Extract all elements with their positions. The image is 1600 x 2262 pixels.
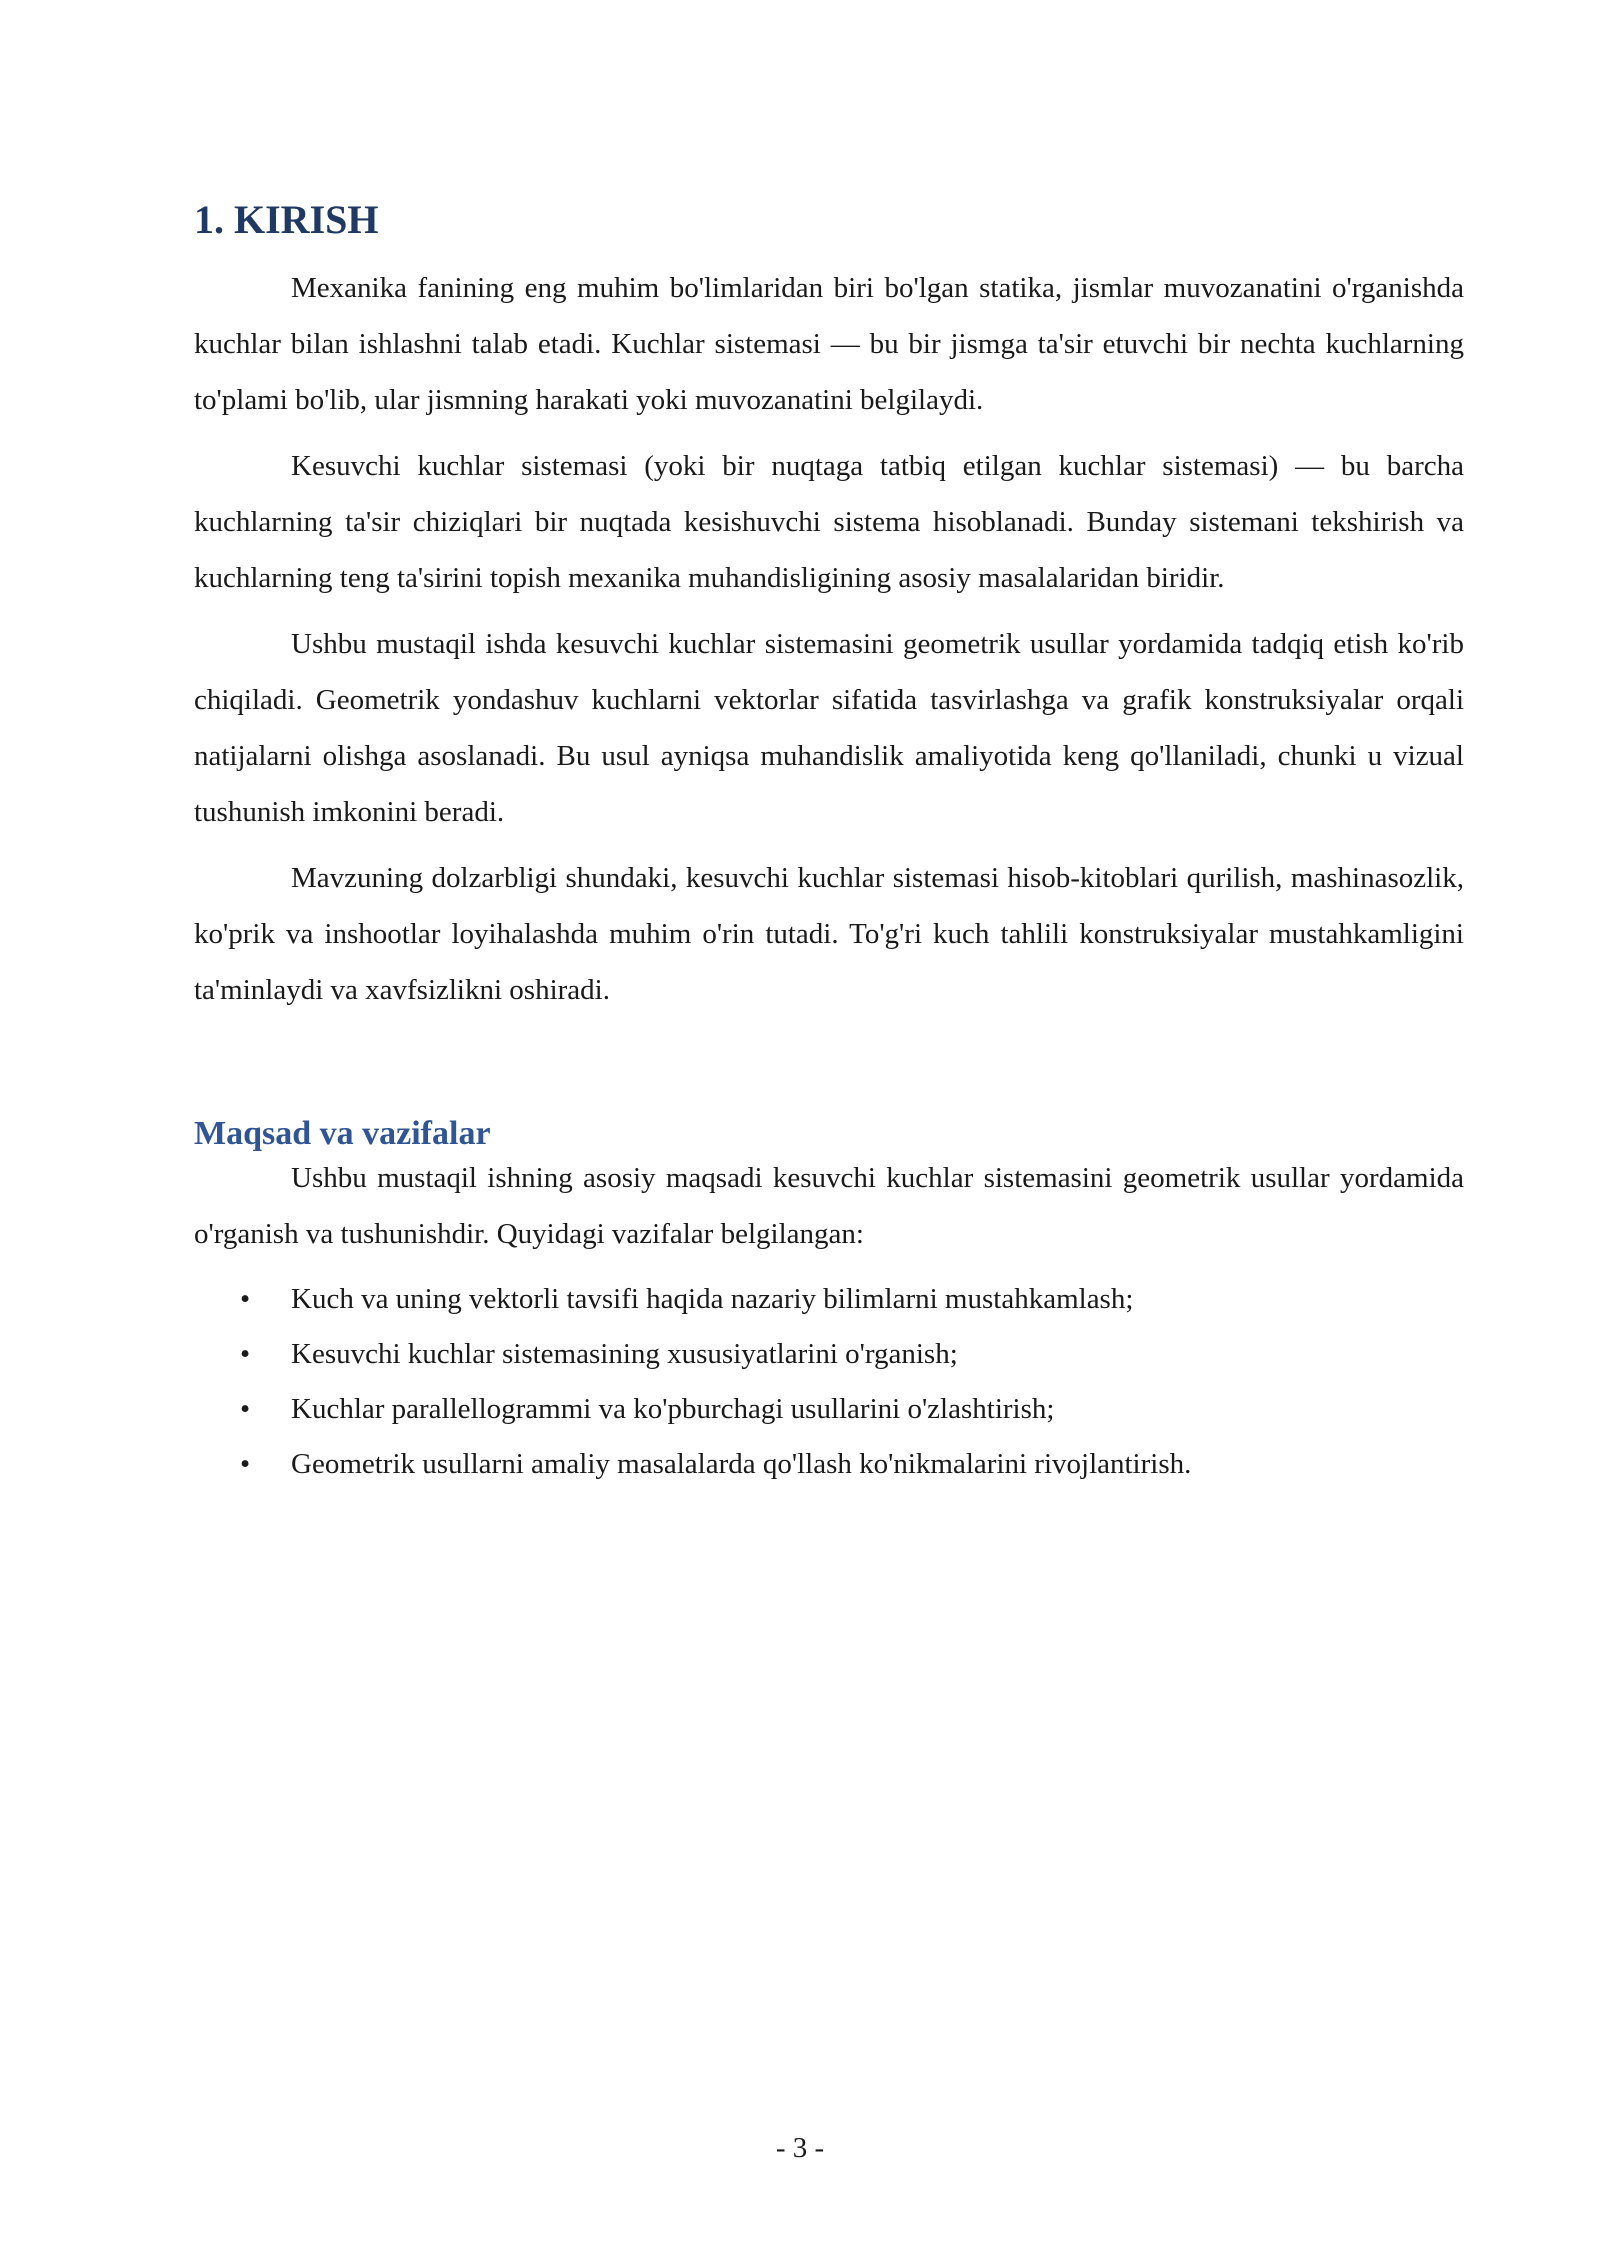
task-list [194,1272,1464,1492]
task-list-item [194,1327,1464,1382]
goals-section [194,1150,1464,1492]
intro-paragraph: Ushbu mustaqil ishda kesuvchi kuchlar sistemasini geometrik usullar yordamida tadqiq etish ko'rib chiqiladi. Geometrik yondashuv kuchlarni vektorlar sifatida tasvirlashga va grafik konstruksiyalar orqali natijalarni olishga asoslanadi. Bu usul ayniqsa muhandislik amaliyotida keng qo'llaniladi, chunki u vizual tushunish imkonini beradi. [194,628,1464,828]
task-list-item [194,1272,1464,1327]
bullet-icon: • [240,1338,251,1370]
task-text: Kuch va uning vektorli tavsifi haqida nazariy bilimlarni mustahkamlash; [291,1283,1134,1315]
bullet-icon: • [240,1283,251,1315]
goal-paragraph: Ushbu mustaqil ishning asosiy maqsadi kesuvchi kuchlar sistemasini geometrik usullar yordamida o'rganish va tushunishdir. Quyidagi vazifalar belgilangan: [194,1162,1464,1250]
bullet-icon: • [240,1393,251,1425]
task-text: Kesuvchi kuchlar sistemasining xususiyatlarini o'rganish; [291,1338,958,1370]
intro-paragraph: Mavzuning dolzarbligi shundaki, kesuvchi kuchlar sistemasi hisob-kitoblari qurilish, mashinasozlik, ko'prik va inshootlar loyihalashda muhim o'rin tutadi. To'g'ri kuch tahlili konstruksiyalar mustahkamligini ta'minlaydi va xavfsizlikni oshiradi. [194,862,1464,1006]
intro-section [194,260,1464,1028]
document-page [194,0,1464,2262]
task-text: Geometrik usullarni amaliy masalalarda qo'llash ko'nikmalarini rivojlantirish. [291,1448,1192,1480]
task-list-item [194,1382,1464,1437]
task-list-item [194,1437,1464,1492]
intro-paragraph: Mexanika fanining eng muhim bo'limlaridan biri bo'lgan statika, jismlar muvozanatini o'rganishda kuchlar bilan ishlashni talab etadi. Kuchlar sistemasi — bu bir jismga ta'sir etuvchi bir nechta kuchlarning to'plami bo'lib, ular jismning harakati yoki muvozanatini belgilaydi. [194,272,1464,416]
page-number: - 3 - [775,2132,825,2164]
task-text: Kuchlar parallellogrammi va ko'pburchagi usullarini o'zlashtirish; [291,1393,1055,1425]
intro-paragraph: Kesuvchi kuchlar sistemasi (yoki bir nuqtaga tatbiq etilgan kuchlar sistemasi) — bu barcha kuchlarning ta'sir chiziqlari bir nuqtada kesishuvchi sistema hisoblanadi. Bunday sistemani tekshirish va kuchlarning teng ta'sirini topish mexanika muhandisligining asosiy masalalaridan biridir. [194,450,1464,594]
subsection-heading: Maqsad va vazifalar [194,1115,491,1152]
section-heading: 1. KIRISH [194,197,379,242]
bullet-icon: • [240,1448,251,1480]
